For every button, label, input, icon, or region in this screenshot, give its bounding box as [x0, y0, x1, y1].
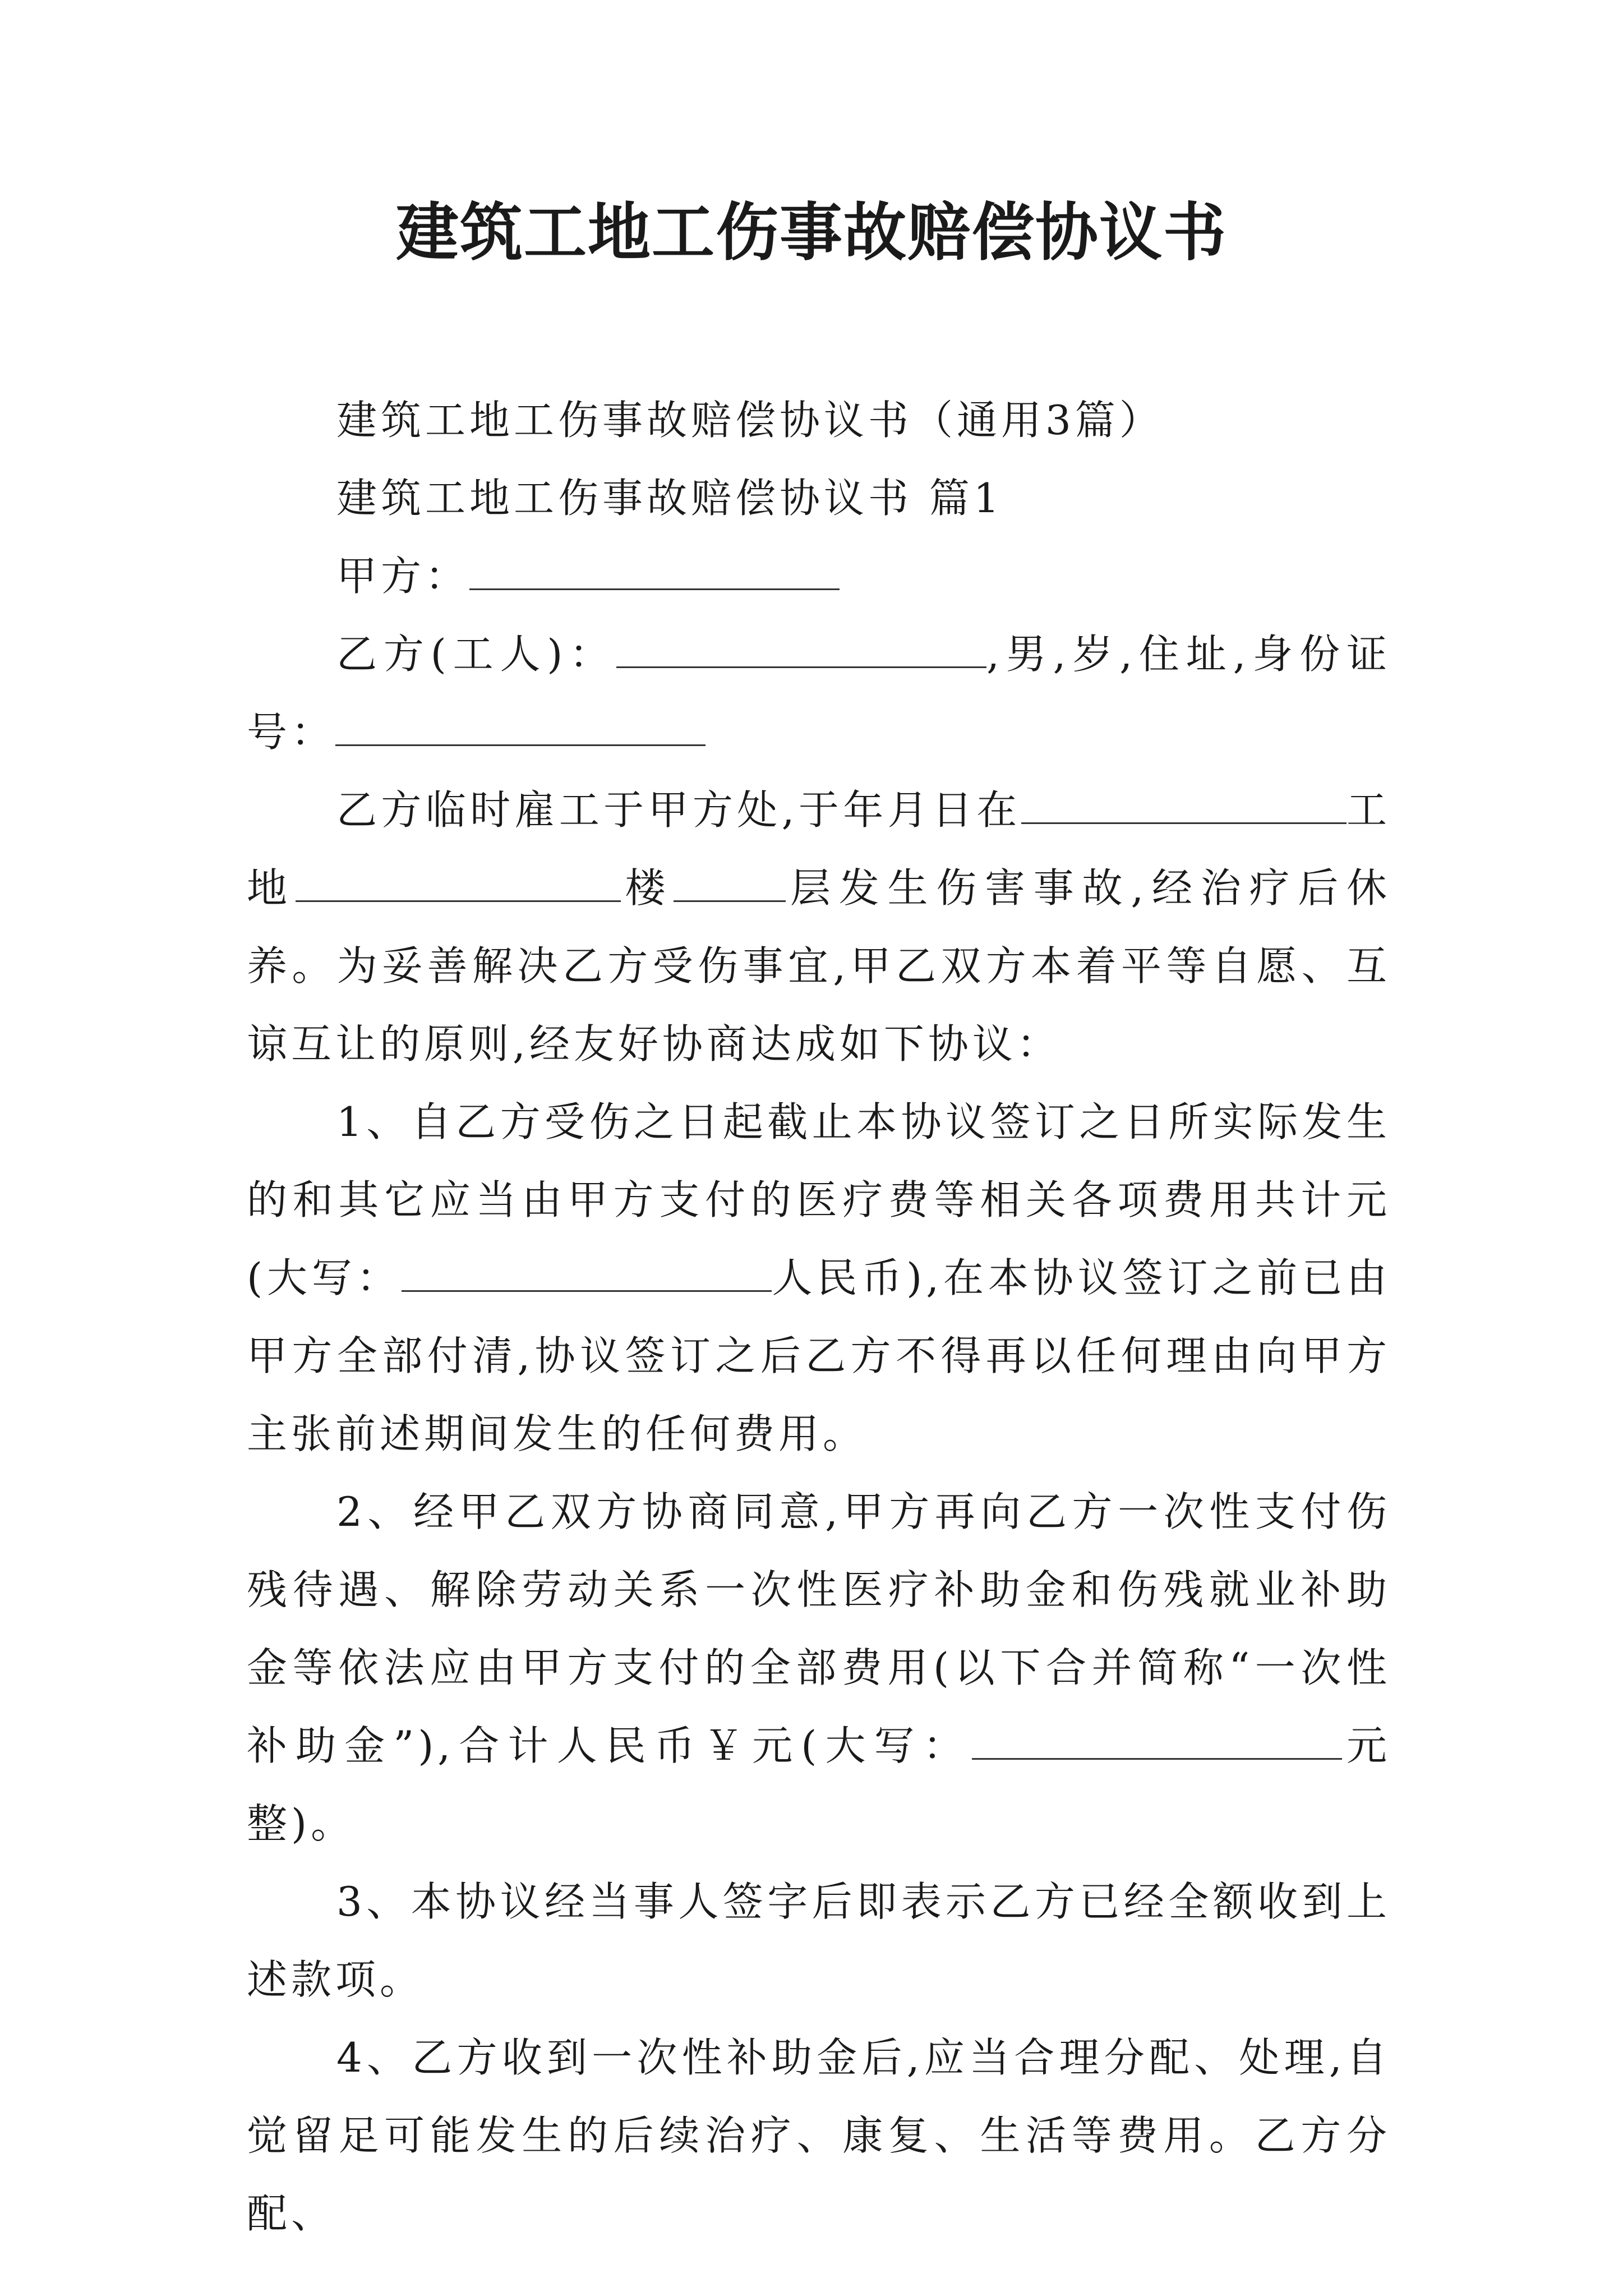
intro-paragraph	[247, 771, 1391, 1083]
clause-1-text-1: 1、自乙方受伤之日起截止本协议签订之日所实际发生的和其它应当由甲方支付的医疗费等相关各项费用共计元(大写：	[247, 1098, 1391, 1301]
section-heading-text: 建筑工地工伤事故赔偿协议书 篇1	[336, 475, 1003, 522]
intro-text-2: 工地	[247, 786, 1391, 912]
clause-2-amount-blank	[972, 1721, 1342, 1760]
clause-3	[247, 1863, 1391, 2019]
party-a-label: 甲方：	[336, 553, 470, 600]
section-heading	[247, 459, 1391, 537]
intro-text-4: 层发生伤害事故,经治疗后休养。为妥善解决乙方受伤事宜,甲乙双方本着平等自愿、互谅互让的原则,经友好协商达成如下协议：	[247, 864, 1391, 1068]
party-b-line	[247, 615, 1391, 771]
party-a-blank	[469, 551, 840, 590]
party-b-label: 乙方(工人)：	[336, 631, 617, 678]
party-b-suffix: ,男,岁,住址,身份证号：	[247, 631, 1391, 756]
party-b-id-blank	[335, 707, 706, 746]
clause-3-text: 3、本协议经当事人签字后即表示乙方已经全额收到上述款项。	[247, 1878, 1391, 2003]
intro-text-3: 楼	[620, 864, 674, 912]
party-b-name-blank	[616, 629, 986, 668]
subtitle	[247, 381, 1391, 459]
document-title: 建筑工地工伤事故赔偿协议书	[396, 196, 1227, 269]
clause-4	[247, 2019, 1391, 2253]
building-blank	[296, 863, 621, 902]
clause-1-text-2: 人民币),在本协议签订之前已由甲方全部付清,协议签订之后乙方不得再以任何理由向甲方主张前述期间发生的任何费用。	[247, 1254, 1391, 1457]
party-a-line	[247, 537, 1391, 615]
clause-1	[247, 1083, 1391, 1473]
site-blank	[1021, 785, 1347, 824]
clause-2	[247, 1473, 1391, 1863]
subtitle-text: 建筑工地工伤事故赔偿协议书（通用3篇）	[336, 397, 1164, 444]
document-body	[247, 381, 1391, 2253]
clause-2-text-2: 元整)。	[247, 1722, 1391, 1847]
intro-text-1: 乙方临时雇工于甲方处,于年月日在	[336, 786, 1021, 834]
clause-1-amount-blank	[402, 1253, 772, 1292]
clause-4-text: 4、乙方收到一次性补助金后,应当合理分配、处理,自觉留足可能发生的后续治疗、康复、生活等费用。乙方分配、	[247, 2034, 1391, 2237]
floor-blank	[674, 863, 786, 902]
clause-2-text-1: 2、经甲乙双方协商同意,甲方再向乙方一次性支付伤残待遇、解除劳动关系一次性医疗补助金和伤残就业补助金等依法应由甲方支付的全部费用(以下合并简称“一次性补助金”),合计人民币￥元(大写：	[247, 1488, 1391, 1769]
